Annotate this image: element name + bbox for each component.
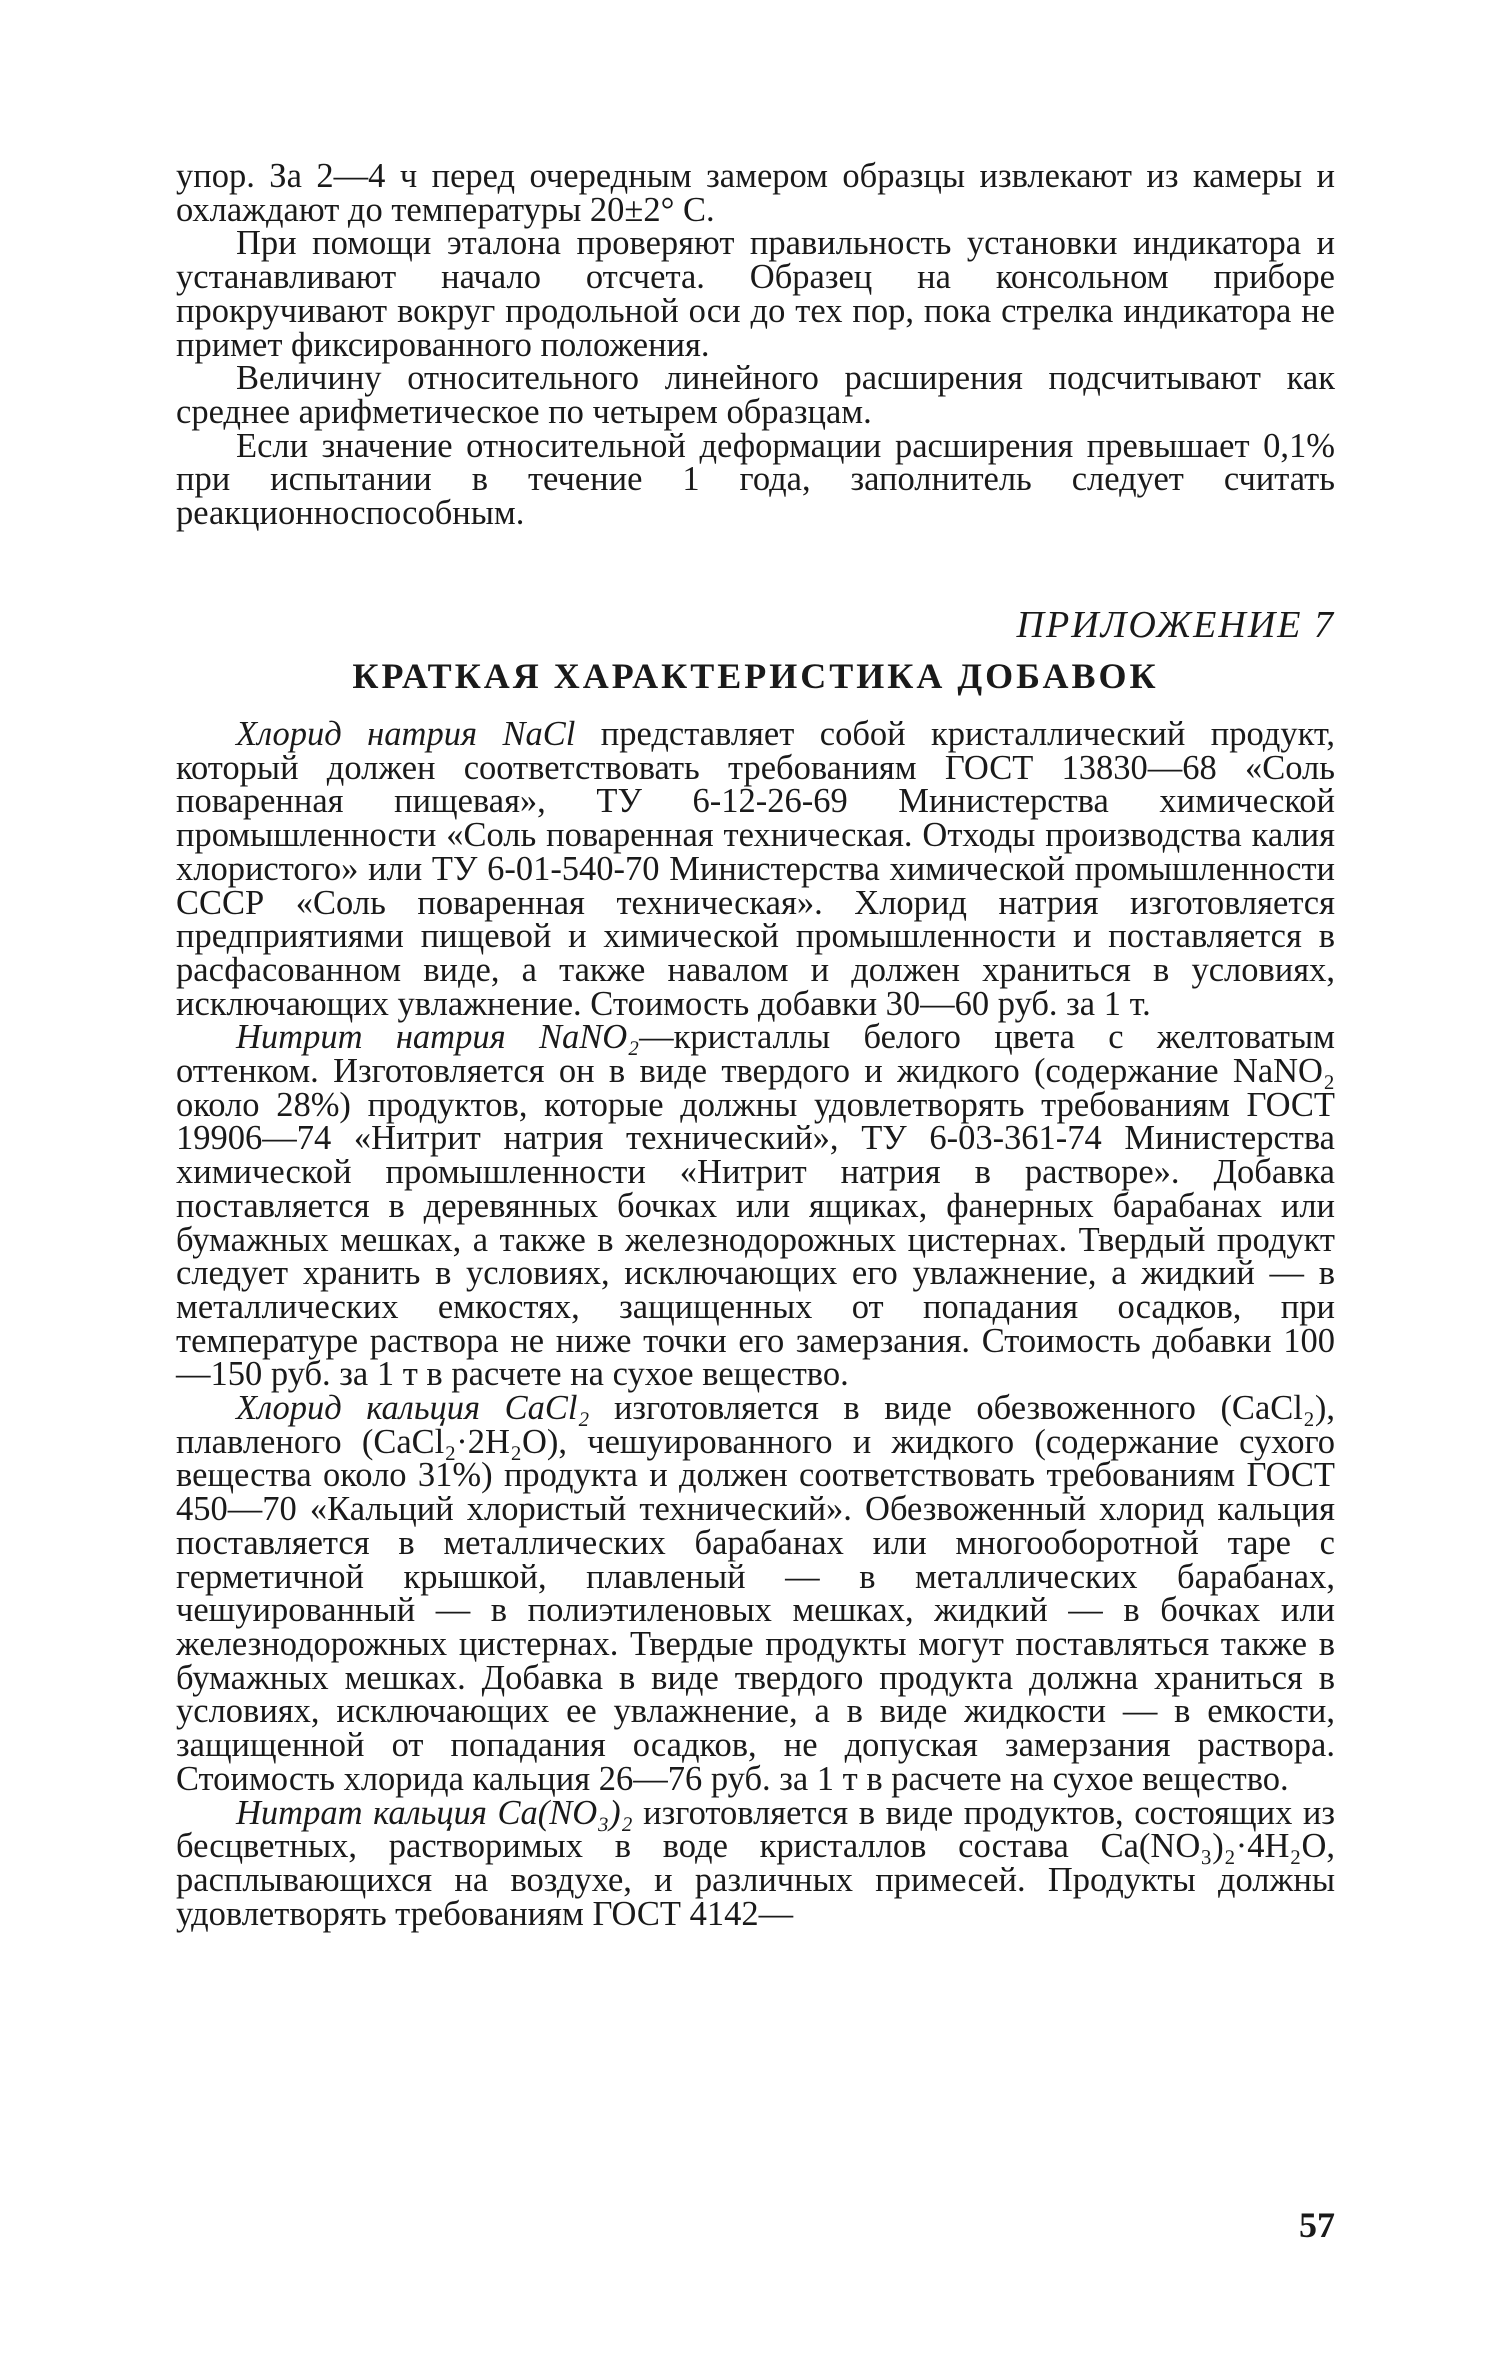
term-sodium-chloride: Хлорид натрия NaCl: [236, 715, 576, 753]
paragraph-expansion-calculation: Величину относительного линейного расширения подсчитывают как среднее арифметическое по четырем образцам.: [176, 359, 1335, 431]
term-sodium-nitrite: Нитрит натрия NaNO₂: [236, 1018, 640, 1057]
text-calcium-nitrate: изготовляется в виде продуктов, состоящих из бесцветных, растворимых в воде кристаллов состава Ca(NO₃)₂·4H₂O, расплывающихся на воздухе, и различных примесей. Продукты должны удовлетворять требованиям ГОСТ 4142—: [176, 1793, 1335, 1933]
paragraph-indicator-check: При помощи эталона проверяют правильность установки индикатора и устанавливают начало отсчета. Образец на консольном приборе прокручивают вокруг продольной оси до тех пор, пока стрелка индикатора не примет фиксированного положения.: [176, 224, 1335, 364]
additives-text-block: [176, 715, 1336, 1933]
text-sodium-nitrite: —кристаллы белого цвета с желтоватым оттенком. Изготовляется он в виде твердого и жидкого (содержание NaNO₂ около 28%) продуктов, которые должны удовлетворять требованиям ГОСТ 19906—74 «Нитрит натрия технический», ТУ 6-03-361-74 Министерства химической промышленности «Нитрит натрия в растворе». Добавка поставляется в деревянных бочках или ящиках, фанерных барабанах или бумажных мешках, а также в железнодорожных цистернах. Твердый продукт следует хранить в условиях, исключающих его увлажнение, а жидкий — в металлических емкостях, защищенных от попадания осадков, при температуре раствора не ниже точки его замерзания. Стоимость добавки 100—150 руб. за 1 т в расчете на сухое вещество.: [176, 1018, 1336, 1394]
paragraph-specimen-removal: упор. За 2—4 ч перед очередным замером образцы извлекают из камеры и охлаждают до температуры 20±2° С.: [176, 157, 1335, 229]
page-number: 57: [1299, 2205, 1335, 2245]
paragraph-sodium-nitrite: [176, 1018, 1336, 1394]
text-sodium-chloride: представляет собой кристаллический продукт, который должен соответствовать требованиям ГОСТ 13830—68 «Соль поваренная пищевая», ТУ 6-12-26-69 Министерства химической промышленности «Соль поваренная техническая. Отходы производства калия хлористого» или ТУ 6-01-540-70 Министерства химической промышленности СССР «Соль поваренная техническая». Хлорид натрия изготовляется предприятиями пищевой и химической промышленности и поставляется в расфасованном виде, а также навалом и должен храниться в условиях, исключающих увлажнение. Стоимость добавки 30—60 руб. за 1 т.: [176, 715, 1335, 1023]
paragraph-reactivity-criterion: Если значение относительной деформации расширения превышает 0,1% при испытании в течение 1 года, заполнитель следует считать реакционноспособным.: [176, 426, 1335, 533]
top-text-block: [176, 157, 1335, 533]
text-calcium-chloride: изготовляется в виде обезвоженного (CaCl₂), плавленого (CaCl₂·2H₂O), чешуированного и жидкого (содержание сухого вещества около 31%) продукта и должен соответствовать требованиям ГОСТ 450—70 «Кальций хлористый технический». Обезвоженный хлорид кальция поставляется в металлических барабанах или многооборотной таре с герметичной крышкой, плавленый — в металлических барабанах, чешуированный — в полиэтиленовых мешках, жидкий — в бочках или железнодорожных цистернах. Твердые продукты могут поставляться также в бумажных мешках. Добавка в виде твердого продукта должна храниться в условиях, исключающих ее увлажнение, а в виде жидкости — в емкости, защищенной от попадания осадков, не допуская замерзания раствора. Стоимость хлорида кальция 26—76 руб. за 1 т в расчете на сухое вещество.: [176, 1389, 1335, 1798]
appendix-label: ПРИЛОЖЕНИЕ 7: [1016, 604, 1335, 646]
section-title: КРАТКАЯ ХАРАКТЕРИСТИКА ДОБАВОК: [352, 656, 1159, 696]
paragraph-calcium-nitrate: [176, 1793, 1335, 1933]
paragraph-sodium-chloride: [176, 715, 1335, 1023]
paragraph-calcium-chloride: [176, 1389, 1335, 1798]
term-calcium-nitrate: Нитрат кальция Ca(NO₃)₂: [236, 1793, 633, 1832]
term-calcium-chloride: Хлорид кальция CaCl₂: [236, 1389, 590, 1428]
